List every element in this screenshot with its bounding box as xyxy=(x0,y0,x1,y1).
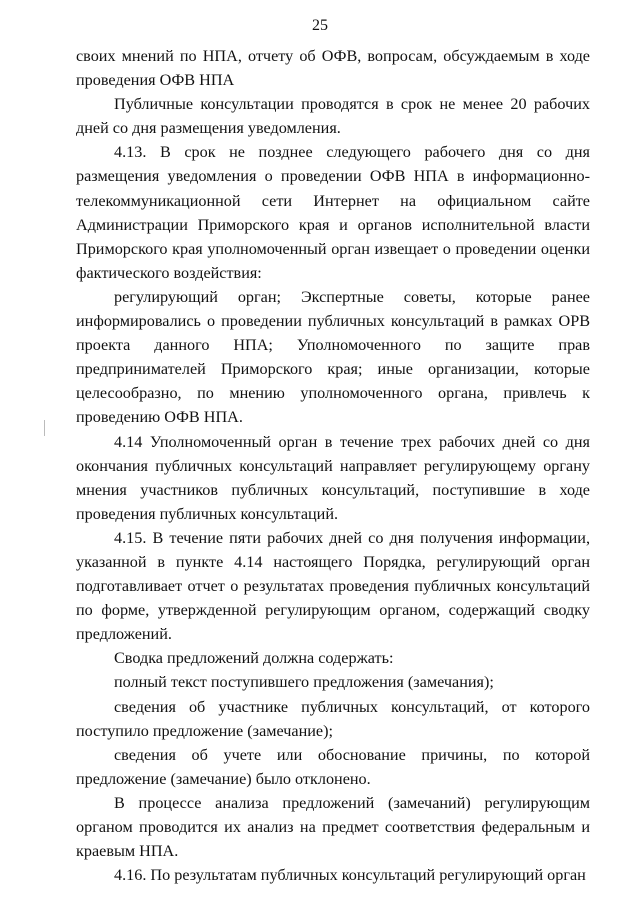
paragraph-continuation: своих мнений по НПА, отчету об ОФВ, вопросам, обсуждаемым в ходе проведения ОФВ НПА xyxy=(76,47,590,90)
document-body xyxy=(76,44,590,887)
paragraph-4-16: 4.16. По результатам публичных консультаций регулирующий орган xyxy=(114,866,586,885)
paragraph-full-text: полный текст поступившего предложения (замечания); xyxy=(114,673,494,692)
paragraph-notified-parties: регулирующий орган; Экспертные советы, которые ранее информировались о проведении публичных консультаций в рамках ОРВ проекта данного НПА; Уполномоченного по защите прав предпринимателей Приморского края; иные организации, которые целесообразно, по мнению уполномоченного органа, привлечь к проведению ОФВ НПА. xyxy=(76,287,590,427)
page-number: 25 xyxy=(312,17,328,34)
scan-artifact-mark xyxy=(44,420,45,436)
paragraph-consultation-term: Публичные консультации проводятся в срок не менее 20 рабочих дней со дня размещения уведомления. xyxy=(76,95,590,138)
paragraph-4-13: 4.13. В срок не позднее следующего рабочего дня со дня размещения уведомления о проведении ОФВ НПА в информационно-телекоммуникационной сети Интернет на официальном сайте Администрации Приморского края и органов исполнительной власти Приморского края уполномоченный орган извещает о проведении оценки фактического воздействия: xyxy=(76,143,590,282)
paragraph-4-14: 4.14 Уполномоченный орган в течение трех рабочих дней со дня окончания публичных консультаций направляет регулирующему органу мнения участников публичных консультаций, поступившие в ходе проведения публичных консультаций. xyxy=(76,432,590,523)
paragraph-rejection-reason: сведения об учете или обоснование причины, по которой предложение (замечание) было отклонено. xyxy=(76,745,590,788)
paragraph-participant-info: сведения об участнике публичных консультаций, от которого поступило предложение (замечание); xyxy=(76,697,590,740)
paragraph-4-15: 4.15. В течение пяти рабочих дней со дня получения информации, указанной в пункте 4.14 настоящего Порядка, регулирующий орган подготавливает отчет о результатах проведения публичных консультаций по форме, утвержденной регулирующим органом, содержащий сводку предложений. xyxy=(76,528,590,644)
paragraph-summary-contents: Сводка предложений должна содержать: xyxy=(114,649,394,668)
paragraph-analysis: В процессе анализа предложений (замечаний) регулирующим органом проводится их анализ на предмет соответствия федеральным и краевым НПА. xyxy=(76,793,590,861)
